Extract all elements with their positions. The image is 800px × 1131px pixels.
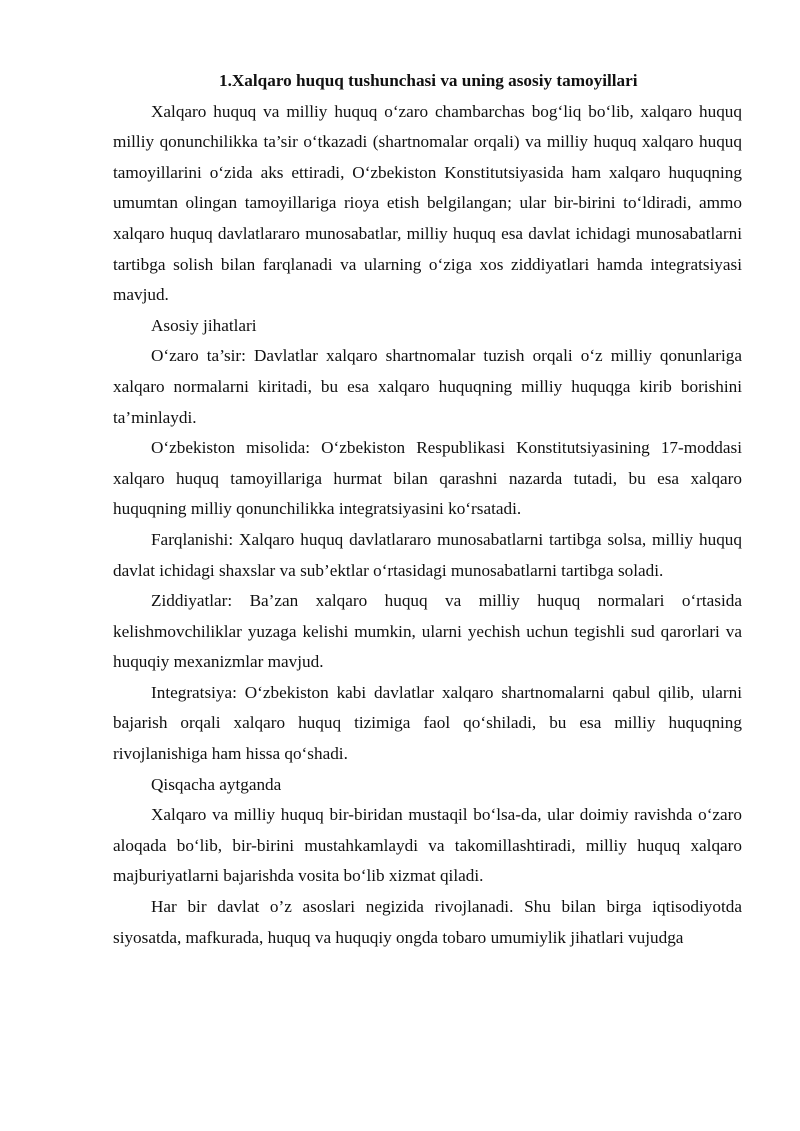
paragraph-intro: Xalqaro huquq va milliy huquq o‘zaro chambarchas bog‘liq bo‘lib, xalqaro huquq milliy qonunchilikka ta’sir o‘tkazadi (shartnomalar orqali) va milliy huquq xalqaro huquq tamoyillarini o‘zida aks ettiradi, O‘zbekiston Konstitutsiyasida ham xalqaro huquqning umumtan olingan tamoyillariga rioya etish belgilangan; ular bir-birini to‘ldiradi, ammo xalqaro huquq davlatlararo munosabatlar, milliy huquq esa davlat ichidagi munosabatlarni tartibga solish bilan farqlanadi va ularning o‘ziga xos ziddiyatlari hamda integratsiyasi mavjud. [113,101,742,305]
paragraph-integration: Integratsiya: O‘zbekiston kabi davlatlar xalqaro shartnomalarni qabul qilib, ularni bajarish orqali xalqaro huquq tizimiga faol qo‘shiladi, bu esa milliy huquqning rivojlanishiga ham hissa qo‘shadi. [113,682,742,764]
paragraph-summary: Xalqaro va milliy huquq bir-biridan mustaqil bo‘lsa-da, ular doimiy ravishda o‘zaro aloqada bo‘lib, bir-birini mustahkamlaydi va takomillashtiradi, milliy huquq xalqaro majburiyatlarni bajarishda vosita bo‘lib xizmat qiladi. [113,805,742,886]
paragraph-mutual-influence: O‘zaro ta’sir: Davlatlar xalqaro shartnomalar tuzish orqali o‘z milliy qonunlariga xalqaro normalarni kiritadi, bu esa xalqaro huquqning milliy huquqga kirib borishini ta’minlaydi. [113,346,742,427]
subheading-main-aspects: Asosiy jihatlari [151,315,257,335]
subheading-summary: Qisqacha aytganda [151,774,282,794]
section-heading: 1.Xalqaro huquq tushunchasi va uning asosiy tamoyillari [219,71,638,90]
paragraph-uzbekistan-example: O‘zbekiston misolida: O‘zbekiston Respublikasi Konstitutsiyasining 17-moddasi xalqaro huquq tamoyillariga hurmat bilan qarashni nazarda tutadi, bu esa xalqaro huquqning milliy qonunchilikka integratsiyasini ko‘rsatadi. [113,438,742,519]
document-page [113,66,742,953]
paragraph-contradictions: Ziddiyatlar: Ba’zan xalqaro huquq va milliy huquq normalari o‘rtasida kelishmovchiliklar yuzaga kelishi mumkin, ularni yechish uchun tegishli sud qarorlari va huquqiy mexanizmlar mavjud. [113,591,742,672]
paragraph-differences: Farqlanishi: Xalqaro huquq davlatlararo munosabatlarni tartibga solsa, milliy huquq davlat ichidagi shaxslar va sub’ektlar o‘rtasidagi munosabatlarni tartibga soladi. [113,529,742,580]
paragraph-development: Har bir davlat o’z asoslari negizida rivojlanadi. Shu bilan birga iqtisodiyotda siyosatda, mafkurada, huquq va huquqiy ongda tobaro umumiylik jihatlari vujudga [113,897,742,947]
